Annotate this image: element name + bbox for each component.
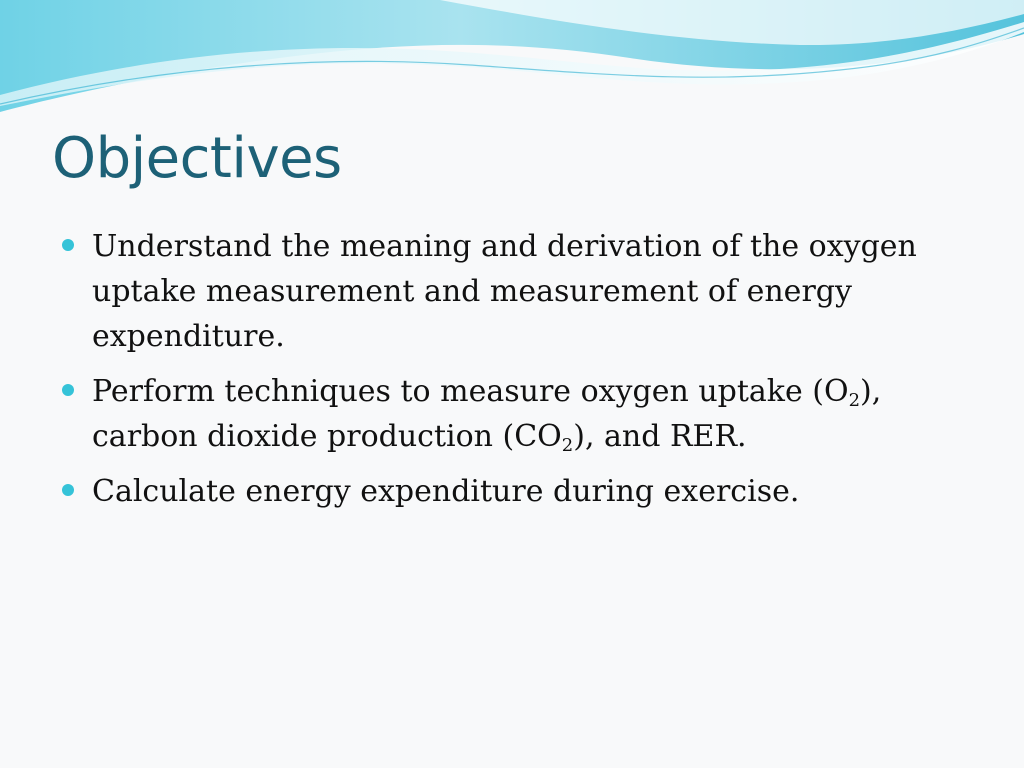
bullet-text: Calculate energy expenditure during exercise. [92, 474, 800, 509]
subscript-two: 2 [561, 435, 574, 456]
bullet-item [60, 469, 970, 514]
bullet-dot-icon [62, 484, 74, 496]
bullet-item [60, 224, 970, 359]
bullet-text: Understand the meaning and derivation of the oxygen uptake measurement and measurement of energy expenditure. [92, 229, 917, 354]
bullet-dot-icon [62, 239, 74, 251]
slide-title: Objectives [52, 126, 342, 191]
subscript-two: 2 [848, 390, 861, 411]
bullet-text-part: Perform techniques to measure oxygen uptake (O [92, 374, 849, 409]
bullet-text-part: ), and RER. [573, 419, 747, 454]
header-wave-decoration [0, 0, 1024, 120]
objectives-list [60, 224, 970, 524]
bullet-dot-icon [62, 384, 74, 396]
bullet-item [60, 369, 970, 459]
bullet-text-part: ), carbon dioxide production (CO [92, 374, 882, 454]
